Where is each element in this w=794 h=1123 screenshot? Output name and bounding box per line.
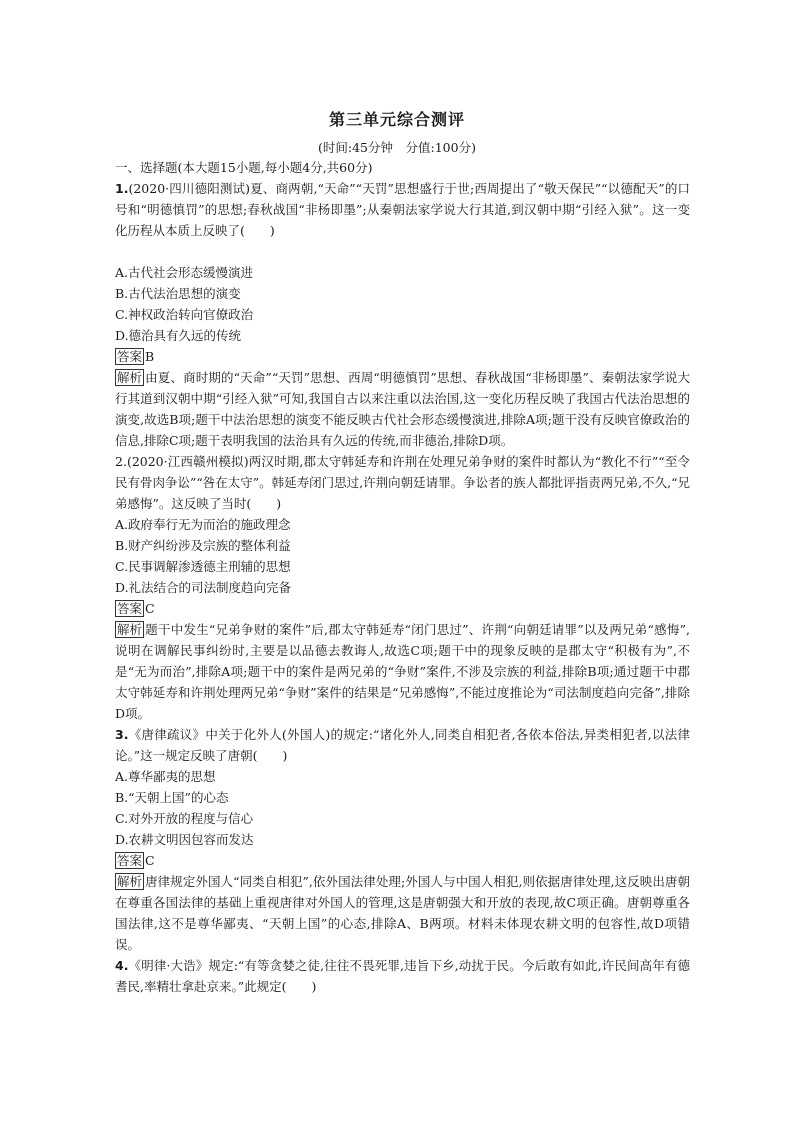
question-1 bbox=[115, 178, 690, 451]
answer-tag: 答案 bbox=[117, 601, 143, 616]
question-stem bbox=[115, 724, 690, 766]
question-stem bbox=[115, 178, 690, 241]
option-d: D.德治具有久远的传统 bbox=[115, 328, 242, 343]
option-list bbox=[115, 514, 690, 598]
question-number: 1. bbox=[115, 181, 129, 196]
section-heading: 一、选择题(本大题15小题,每小题4分,共60分) bbox=[115, 160, 373, 175]
question-2 bbox=[115, 451, 690, 724]
option-d: D.礼法结合的司法制度趋向完备 bbox=[115, 580, 292, 595]
option-c: C.对外开放的程度与信心 bbox=[115, 811, 254, 826]
option-a: A.古代社会形态缓慢演进 bbox=[115, 265, 254, 280]
answer-row bbox=[115, 598, 690, 619]
analysis-tag: 解析 bbox=[117, 874, 143, 889]
option-c: C.民事调解渗透德主刑辅的思想 bbox=[115, 559, 291, 574]
answer-tag: 答案 bbox=[117, 853, 143, 868]
analysis-text: 题干中发生“兄弟争财的案件”后,郡太守韩延寿“闭门思过”、许荆“向朝廷请罪”以及两兄弟“感悔”,说明在调解民事纠纷时,主要是以品德去教诲人,故选C项;题干中的现象反映的是郡太守“积极有为”,不是“无为而治”,排除A项;题干中的案件是两兄弟的“争财”案件,不涉及宗族的利益,排除B项;通过题干中郡太守韩延寿和许荆处理两兄弟“争财”案件的结果是“兄弟感悔”,不能过度推论为“司法制度趋向完备”,排除D项。 bbox=[115, 622, 690, 721]
analysis-text: 由夏、商时期的“天命”“天罚”思想、西周“明德慎罚”思想、春秋战国“非杨即墨”、秦朝法家学说大行其道到汉朝中期“引经入狱”可知,我国自古以来注重以法治国,这一变化历程反映了我国古代法治思想的演变,故选B项;题干中法治思想的演变不能反映古代社会形态缓慢演进,排除A项;题干没有反映官僚政治的信息,排除C项;题干表明我国的法治具有久远的传统,而非德治,排除D项。 bbox=[115, 370, 690, 448]
question-4 bbox=[115, 955, 690, 997]
option-d: D.农耕文明因包容而发达 bbox=[115, 832, 254, 847]
option-list bbox=[115, 766, 690, 850]
question-text: 《明律·大诰》规定:“有等贪婪之徒,往往不畏死罪,违旨下乡,动扰于民。今后敢有如此,许民间高年有德耆民,率精壮拿赴京来。”此规定( ) bbox=[115, 958, 690, 994]
answer-row bbox=[115, 346, 690, 367]
option-b: B.财产纠纷涉及宗族的整体利益 bbox=[115, 538, 291, 553]
page-title: 第三单元综合测评 bbox=[328, 110, 465, 129]
question-stem bbox=[115, 451, 690, 514]
option-b: B.“天朝上国”的心态 bbox=[115, 790, 229, 805]
analysis-tag: 解析 bbox=[117, 622, 143, 637]
question-text: 《唐律疏议》中关于化外人(外国人)的规定:“诸化外人,同类自相犯者,各依本俗法,异类相犯者,以法律论。”这一规定反映了唐朝( ) bbox=[115, 727, 690, 763]
question-text: (2020·四川德阳测试)夏、商两朝,“天命”“天罚”思想盛行于世;西周提出了“敬天保民”“以德配天”的口号和“明德慎罚”的思想;春秋战国“非杨即墨”;从秦朝法家学说大行其道,到汉朝中期“引经入狱”。这一变化历程从本质上反映了( ) bbox=[115, 181, 690, 238]
analysis-row bbox=[115, 871, 690, 955]
question-number: 4. bbox=[115, 958, 129, 973]
blank-space bbox=[115, 241, 690, 262]
answer-value: C bbox=[145, 601, 155, 616]
question-text: (2020·江西赣州模拟)两汉时期,郡太守韩延寿和许荆在处理兄弟争财的案件时都认为“教化不行”“至令民有骨肉争讼”“咎在太守”。韩延寿闭门思过,许荆向朝廷请罪。争讼者的族人都批评指责两兄弟,不久,“兄弟感悔”。这反映了当时( ) bbox=[115, 454, 690, 511]
analysis-row bbox=[115, 619, 690, 724]
option-a: A.尊华鄙夷的思想 bbox=[115, 769, 216, 784]
question-number: 2. bbox=[115, 454, 127, 469]
analysis-text: 唐律规定外国人“同类自相犯”,依外国法律处理;外国人与中国人相犯,则依据唐律处理,这反映出唐朝在尊重各国法律的基础上重视唐律对外国人的管理,这是唐朝强大和开放的表现,故C项正确。唐朝尊重各国法律,这不是尊华鄙夷、“天朝上国”的心态,排除A、B两项。材料未体现农耕文明的包容性,故D项错误。 bbox=[115, 874, 690, 952]
question-number: 3. bbox=[115, 727, 129, 742]
analysis-tag: 解析 bbox=[117, 370, 143, 385]
answer-value: B bbox=[145, 349, 155, 364]
question-3 bbox=[115, 724, 690, 955]
option-c: C.神权政治转向官僚政治 bbox=[115, 307, 254, 322]
option-b: B.古代法治思想的演变 bbox=[115, 286, 241, 301]
content-body bbox=[115, 157, 690, 997]
answer-value: C bbox=[145, 853, 155, 868]
option-a: A.政府奉行无为而治的施政理念 bbox=[115, 517, 291, 532]
answer-row bbox=[115, 850, 690, 871]
option-list bbox=[115, 262, 690, 346]
analysis-row bbox=[115, 367, 690, 451]
exam-info: (时间:45分钟 分值:100分) bbox=[318, 140, 476, 155]
answer-tag: 答案 bbox=[117, 349, 143, 364]
question-stem bbox=[115, 955, 690, 997]
